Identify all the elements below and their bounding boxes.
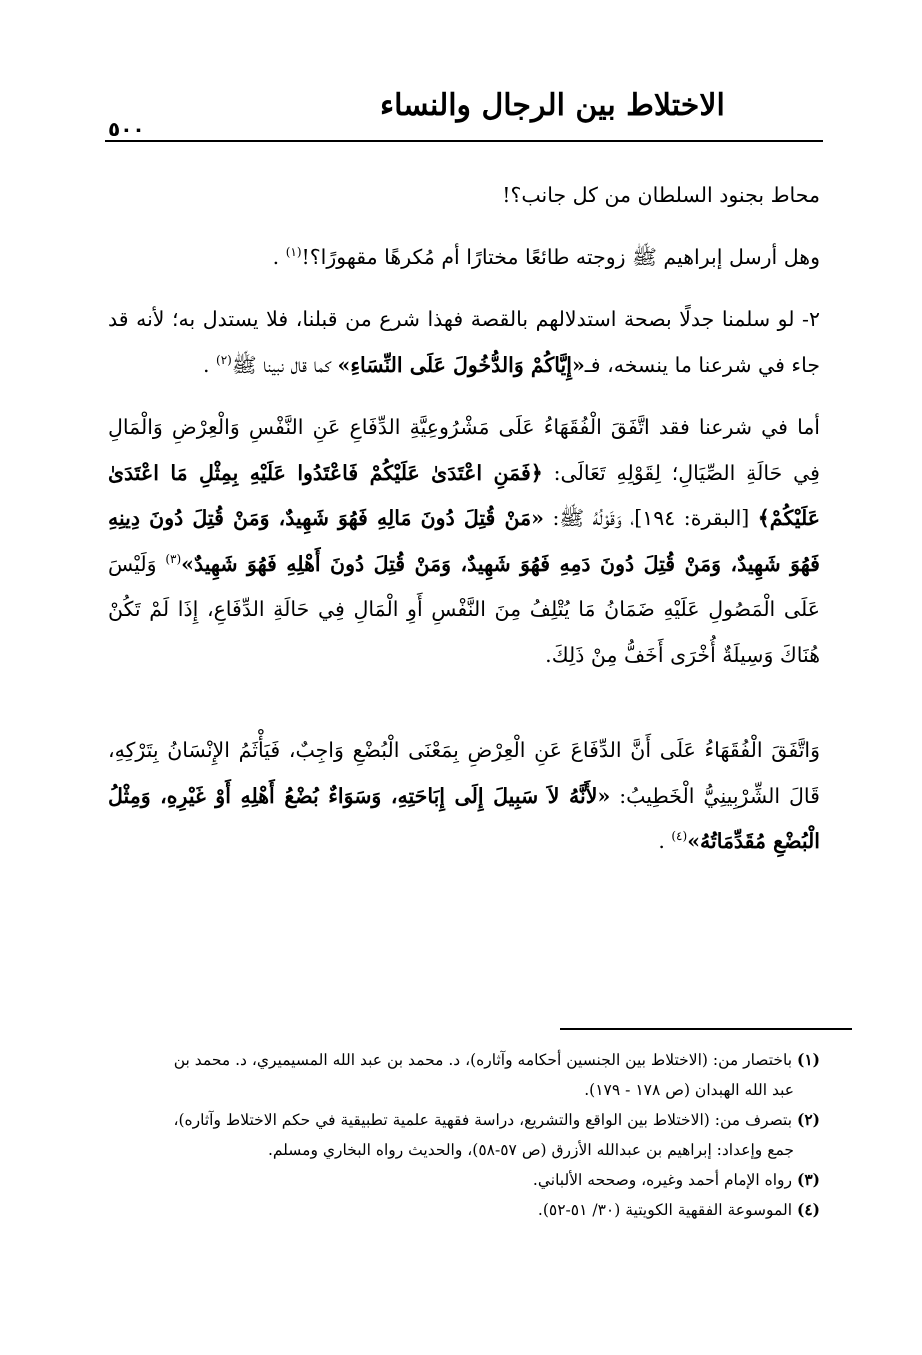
footnote-item [108,1045,820,1075]
running-header-title: الاختلاط بين الرجال والنساء [380,88,725,123]
page-number: ٥٠٠ [108,117,145,141]
hadith-quote-2: «مَنْ قُتِلَ دُونَ مَالِهِ فَهُوَ شَهِيدٌ، وَمَنْ قُتِلَ دُونَ دِينِهِ فَهُوَ شَهِيدٌ، وَمَنْ قُتِلَ دُونَ دَمِهِ فَهُوَ شَهِيدٌ، وَمَنْ قُتِلَ دُونَ أَهْلِهِ فَهُوَ شَهِيدٌ» [108,506,820,576]
paragraph-3-tail: كما قال نبينا ﷺ [231,353,331,377]
footnote-ref-4[interactable]: (٤) [671,829,688,844]
footnote-number: (١) [796,1050,820,1069]
footnote-item [108,1105,820,1135]
paragraph-4-conclusion: وَلَيْسَ عَلَى الْمَصُولِ عَلَيْهِ ضَمَانُ مَا يُتْلِفُ مِنَ النَّفْسِ أَوِ الْمَالِ فِي حَالَةِ الدِّفَاعِ، إِذَا لَمْ تَكُنْ هُنَاكَ وَسِيلَةٌ أُخْرَى أَخَفُّ مِنْ ذَلِكَ. [108,551,820,667]
paragraph-1-text: محاط بجنود السلطان من كل جانب؟! [502,183,820,207]
footnote-continuation: عبد الله الهبدان (ص ١٧٨ - ١٧٩). [584,1081,794,1099]
paragraph-1 [108,172,820,218]
header-rule [105,140,823,142]
scholar-quote: «لأَنَّهُ لاَ سَبِيلَ إِلَى إِبَاحَتِهِ، وَسَوَاءٌ بُضْعُ أَهْلِهِ أَوْ غَيْرِهِ، وَمِثْلُ الْبُضْعِ مُقَدِّمَاتُهُ» [108,783,820,853]
footnote-item [108,1165,820,1195]
footnote-ref-3[interactable]: (٣) [165,551,182,566]
footnote-number: (٢) [796,1110,820,1129]
footnote-separator [560,1028,852,1030]
footnote-number: (٣) [796,1170,820,1189]
hadith-quote-1: «إِيَّاكُمْ وَالدُّخُولَ عَلَى النِّسَاءِ» [337,353,585,377]
footnotes [108,1045,820,1225]
paragraph-4 [108,405,820,705]
footnote-ref-2[interactable]: (٢) [216,353,232,368]
paragraph-4-intro: أما في شرعنا فقد اتَّفَقَ الْفُقَهَاءُ عَلَى مَشْرُوعِيَّةِ الدِّفَاعِ عَنِ النَّفْسِ وَالْعِرْضِ وَالْمَالِ فِي حَالَةِ الصِّيَالِ؛ لِقَوْلِهِ تَعَالَى: [108,415,820,485]
footnote-number: (٤) [796,1200,820,1219]
paragraph-3-text: ٢- لو سلمنا جدلًا بصحة استدلالهم بالقصة فهذا شرع من قبلنا، فلا يستدل به؛ لأنه قد جاء في شرعنا ما ينسخه، فـ [108,307,820,377]
paragraph-5: وَاتَّفَقَ الْفُقَهَاءُ عَلَى أَنَّ الدِّفَاعَ عَنِ الْعِرْضِ بِمَعْنَى الْبُضْعِ وَاجِبٌ، فَيَأْثَمُ الإِنْسَانُ بِتَرْكِهِ، قَالَ الشِّرْبِينِيُّ الْخَطِيبُ: «لأَنَّهُ لاَ سَبِيلَ إِلَى إِبَاحَتِهِ، وَسَوَاءٌ بُضْعُ أَهْلِهِ أَوْ غَيْرِهِ، وَمِثْلُ الْبُضْعِ مُقَدِّمَاتُهُ»$^{(٤)}$ . [108,738,820,853]
paragraph-5-intro: وَاتَّفَقَ الْفُقَهَاءُ عَلَى أَنَّ الدِّفَاعَ عَنِ الْعِرْضِ بِمَعْنَى الْبُضْعِ وَاجِبٌ، فَيَأْثَمُ الإِنْسَانُ بِتَرْكِهِ، قَالَ الشِّرْبِينِيُّ الْخَطِيبُ: [108,738,820,808]
footnote-item [108,1195,820,1225]
footnote-text: باختصار من: (الاختلاط بين الجنسين أحكامه وآثاره)، د. محمد بن عبد الله المسيميري، د. محمد بن [173,1051,793,1069]
quran-verse: ﴿فَمَنِ اعْتَدَىٰ عَلَيْكُمْ فَاعْتَدُوا عَلَيْهِ بِمِثْلِ مَا اعْتَدَىٰ عَلَيْكُمْ﴾ [108,460,820,530]
paragraph-3: ٢- لو سلمنا جدلًا بصحة استدلالهم بالقصة فهذا شرع من قبلنا، فلا يستدل به؛ لأنه قد جاء في شرعنا ما ينسخه، فـ«إِيَّاكُمْ وَالدُّخُولَ عَلَى النِّسَاءِ» كما قال نبينا ﷺ$^{(٢)}$ . [108,307,820,377]
paragraph-2-text: وهل أرسل إبراهيم ﷺ زوجته طائعًا مختارًا أم مُكرهًا مقهورًا؟! [301,245,820,269]
footnote-text: الموسوعة الفقهية الكويتية (٣٠/ ٥١-٥٢). [537,1201,793,1219]
footnote-text: رواه الإمام أحمد وغيره، وصححه الألباني. [532,1171,793,1189]
paragraph-2: وهل أرسل إبراهيم ﷺ زوجته طائعًا مختارًا أم مُكرهًا مقهورًا؟!$^{(١)}$ . [272,245,820,269]
verse-citation: [البقرة: ١٩٤]، وَقَوْلُهُ ﷺ: [552,506,750,530]
footnote-text: بتصرف من: (الاختلاط بين الواقع والتشريع، دراسة فقهية علمية تطبيقية في حكم الاختلاط وآثاره)، [173,1111,793,1129]
footnote-ref-1[interactable]: (١) [285,245,302,260]
footnote-continuation: جمع وإعداد: إبراهيم بن عبدالله الأزرق (ص ٥٧-٥٨)، والحديث رواه البخاري ومسلم. [267,1141,794,1159]
